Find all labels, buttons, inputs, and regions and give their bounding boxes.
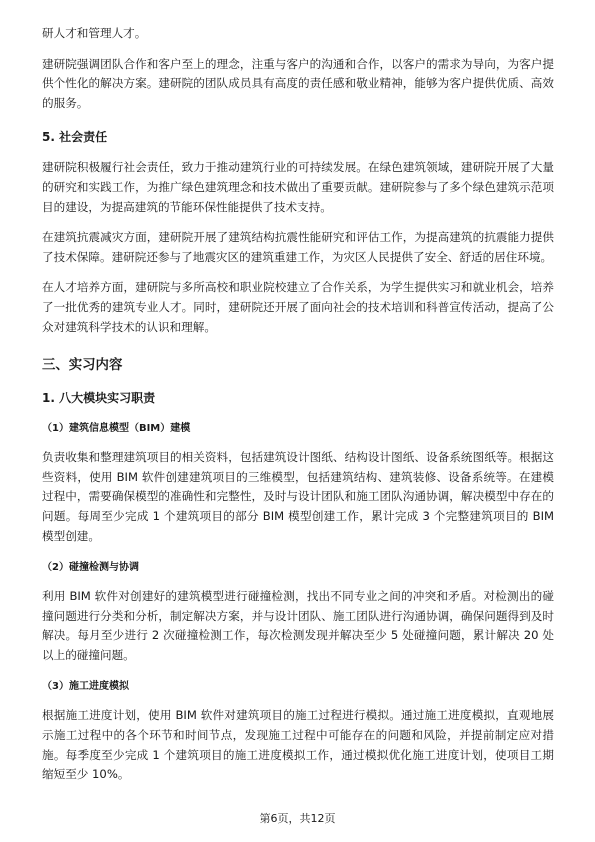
chapter-heading-internship-content: 三、实习内容 (42, 358, 123, 374)
paragraph: 在建筑抗震减灾方面，建研院开展了建筑结构抗震性能研究和评估工作，为提高建筑的抗震能力提供了技术保障。建研院还参与了地震灾区的建筑重建工作，为灾区人民提供了安全、舒适的居住环境。 (42, 230, 554, 264)
paragraph: 利用 BIM 软件对创建好的建筑模型进行碰撞检测，找出不同专业之间的冲突和矛盾。对检测出的碰撞问题进行分类和分析，制定解决方案，并与设计团队、施工团队进行沟通协调，确保问题得到及时解决。每月至少进行 2 次碰撞检测工作，每次检测发现并解决至少 5 处碰撞问题，累计解决 20 处以上的碰撞问题。 (42, 589, 554, 662)
paragraph: 研人才和管理人才。 (42, 26, 147, 40)
section-heading-social-responsibility: 5. 社会责任 (42, 130, 108, 145)
paragraph: 负责收集和整理建筑项目的相关资料，包括建筑设计图纸、结构设计图纸、设备系统图纸等。根据这些资料，使用 BIM 软件创建建筑项目的三维模型，包括建筑结构、建筑装修、设备系统等。在建模过程中，需要确保模型的准确性和完整性，及时与设计团队和施工团队沟通协调，解决模型中存在的问题。每周至少完成 1 个建筑项目的部分 BIM 模型创建工作，累计完成 3 个完整建筑项目的 BIM 模型创建。 (42, 450, 554, 543)
item-heading-clash-detection: （2）碰撞检测与协调 (42, 562, 139, 574)
page-number-footer: 第6页，共12页 (259, 812, 336, 825)
paragraph: 建研院强调团队合作和客户至上的理念，注重与客户的沟通和合作，以客户的需求为导向，为客户提供个性化的解决方案。建研院的团队成员具有高度的责任感和敬业精神，能够为客户提供优质、高效的服务。 (42, 56, 554, 110)
paragraph: 建研院积极履行社会责任，致力于推动建筑行业的可持续发展。在绿色建筑领域，建研院开展了大量的研究和实践工作，为推广绿色建筑理念和技术做出了重要贡献。建研院参与了多个绿色建筑示范项目的建设，为提高建筑的节能环保性能提供了技术支持。 (42, 160, 554, 214)
document-page (42, 24, 554, 785)
item-heading-construction-simulation: （3）施工进度模拟 (42, 681, 129, 693)
paragraph: 在人才培养方面，建研院与多所高校和职业院校建立了合作关系，为学生提供实习和就业机会，培养了一批优秀的建筑专业人才。同时，建研院还开展了面向社会的技术培训和科普宣传活动，提高了公众对建筑科学技术的认识和理解。 (42, 280, 554, 334)
subsection-heading-module-duties: 1. 八大模块实习职责 (42, 391, 156, 406)
item-heading-bim-modeling: （1）建筑信息模型（BIM）建模 (42, 423, 191, 435)
paragraph: 根据施工进度计划，使用 BIM 软件对建筑项目的施工过程进行模拟。通过施工进度模拟，直观地展示施工过程中的各个环节和时间节点，发现施工过程中可能存在的问题和风险，并提前制定应对措施。每季度至少完成 1 个建筑项目的施工进度模拟工作，通过模拟优化施工进度计划，使项目工期缩短至少 10%。 (42, 708, 554, 782)
